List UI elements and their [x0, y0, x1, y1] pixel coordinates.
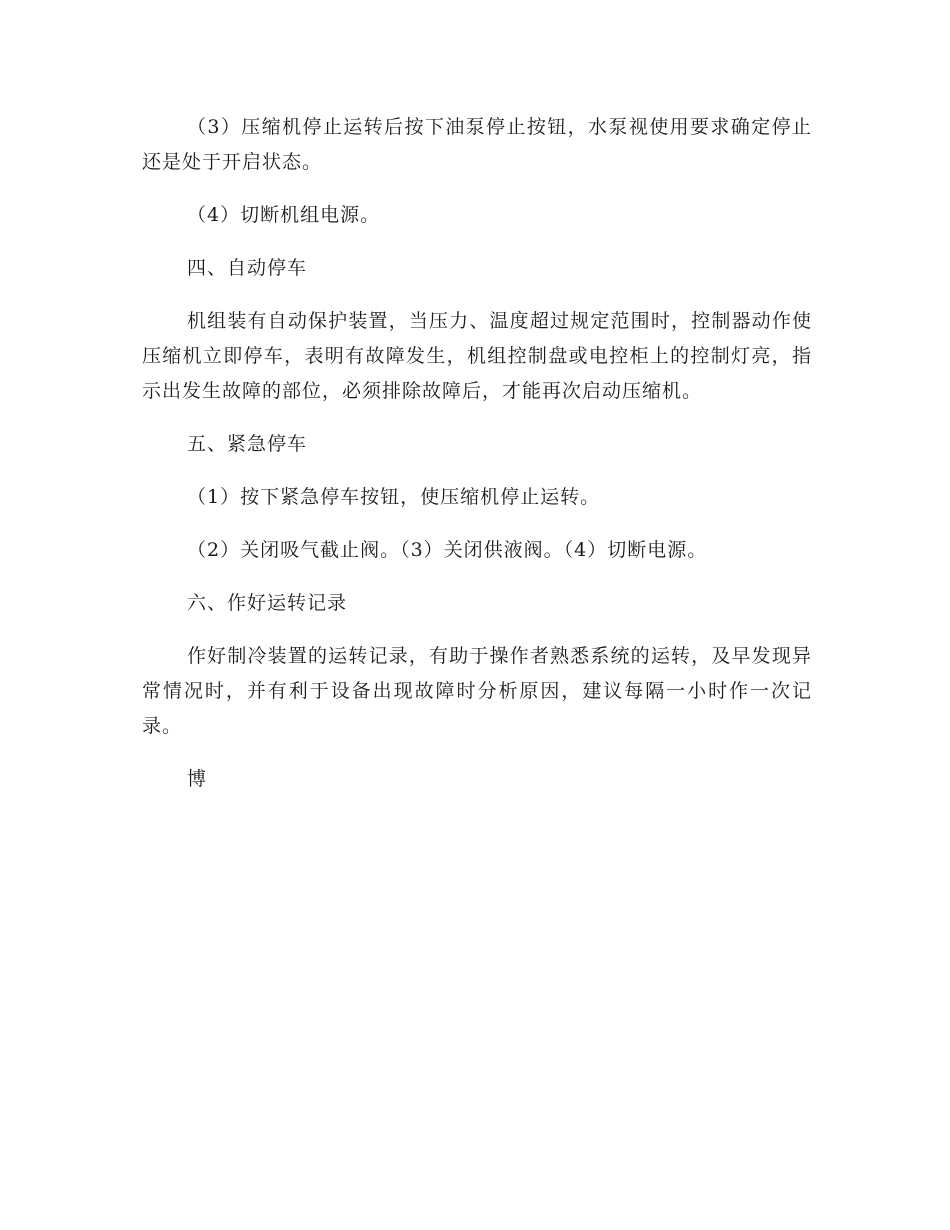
section-heading-emergency-stop: 五、紧急停车 — [187, 433, 308, 455]
paragraph-emergency-step-1: （1）按下紧急停车按钮，使压缩机停止运转。 — [187, 486, 601, 508]
paragraph-emergency-steps-2-4: （2）关闭吸气截止阀。（3）关闭供液阀。（4）切断电源。 — [187, 539, 708, 561]
paragraph-shutdown-step-3: （3）压缩机停止运转后按下油泵停止按钮，水泵视使用要求确定停止还是处于开启状态。 — [142, 116, 812, 173]
paragraph-auto-stop: 机组装有自动保护装置，当压力、温度超过规定范围时，控制器动作使压缩机立即停车，表明有故障发生，机组控制盘或电控柜上的控制灯亮，指示出发生故障的部位，必须排除故障后，才能再次启动压缩机。 — [142, 310, 812, 402]
section-heading-operation-record: 六、作好运转记录 — [187, 592, 348, 614]
paragraph-operation-record: 作好制冷装置的运转记录，有助于操作者熟悉系统的运转，及早发现异常情况时，并有利于设备出现故障时分析原因，建议每隔一小时作一次记录。 — [142, 645, 812, 737]
section-heading-auto-stop: 四、自动停车 — [187, 257, 308, 279]
document-body — [142, 110, 812, 797]
paragraph-shutdown-step-4: （4）切断机组电源。 — [187, 204, 381, 226]
paragraph-trailing-character: 博 — [187, 768, 208, 790]
